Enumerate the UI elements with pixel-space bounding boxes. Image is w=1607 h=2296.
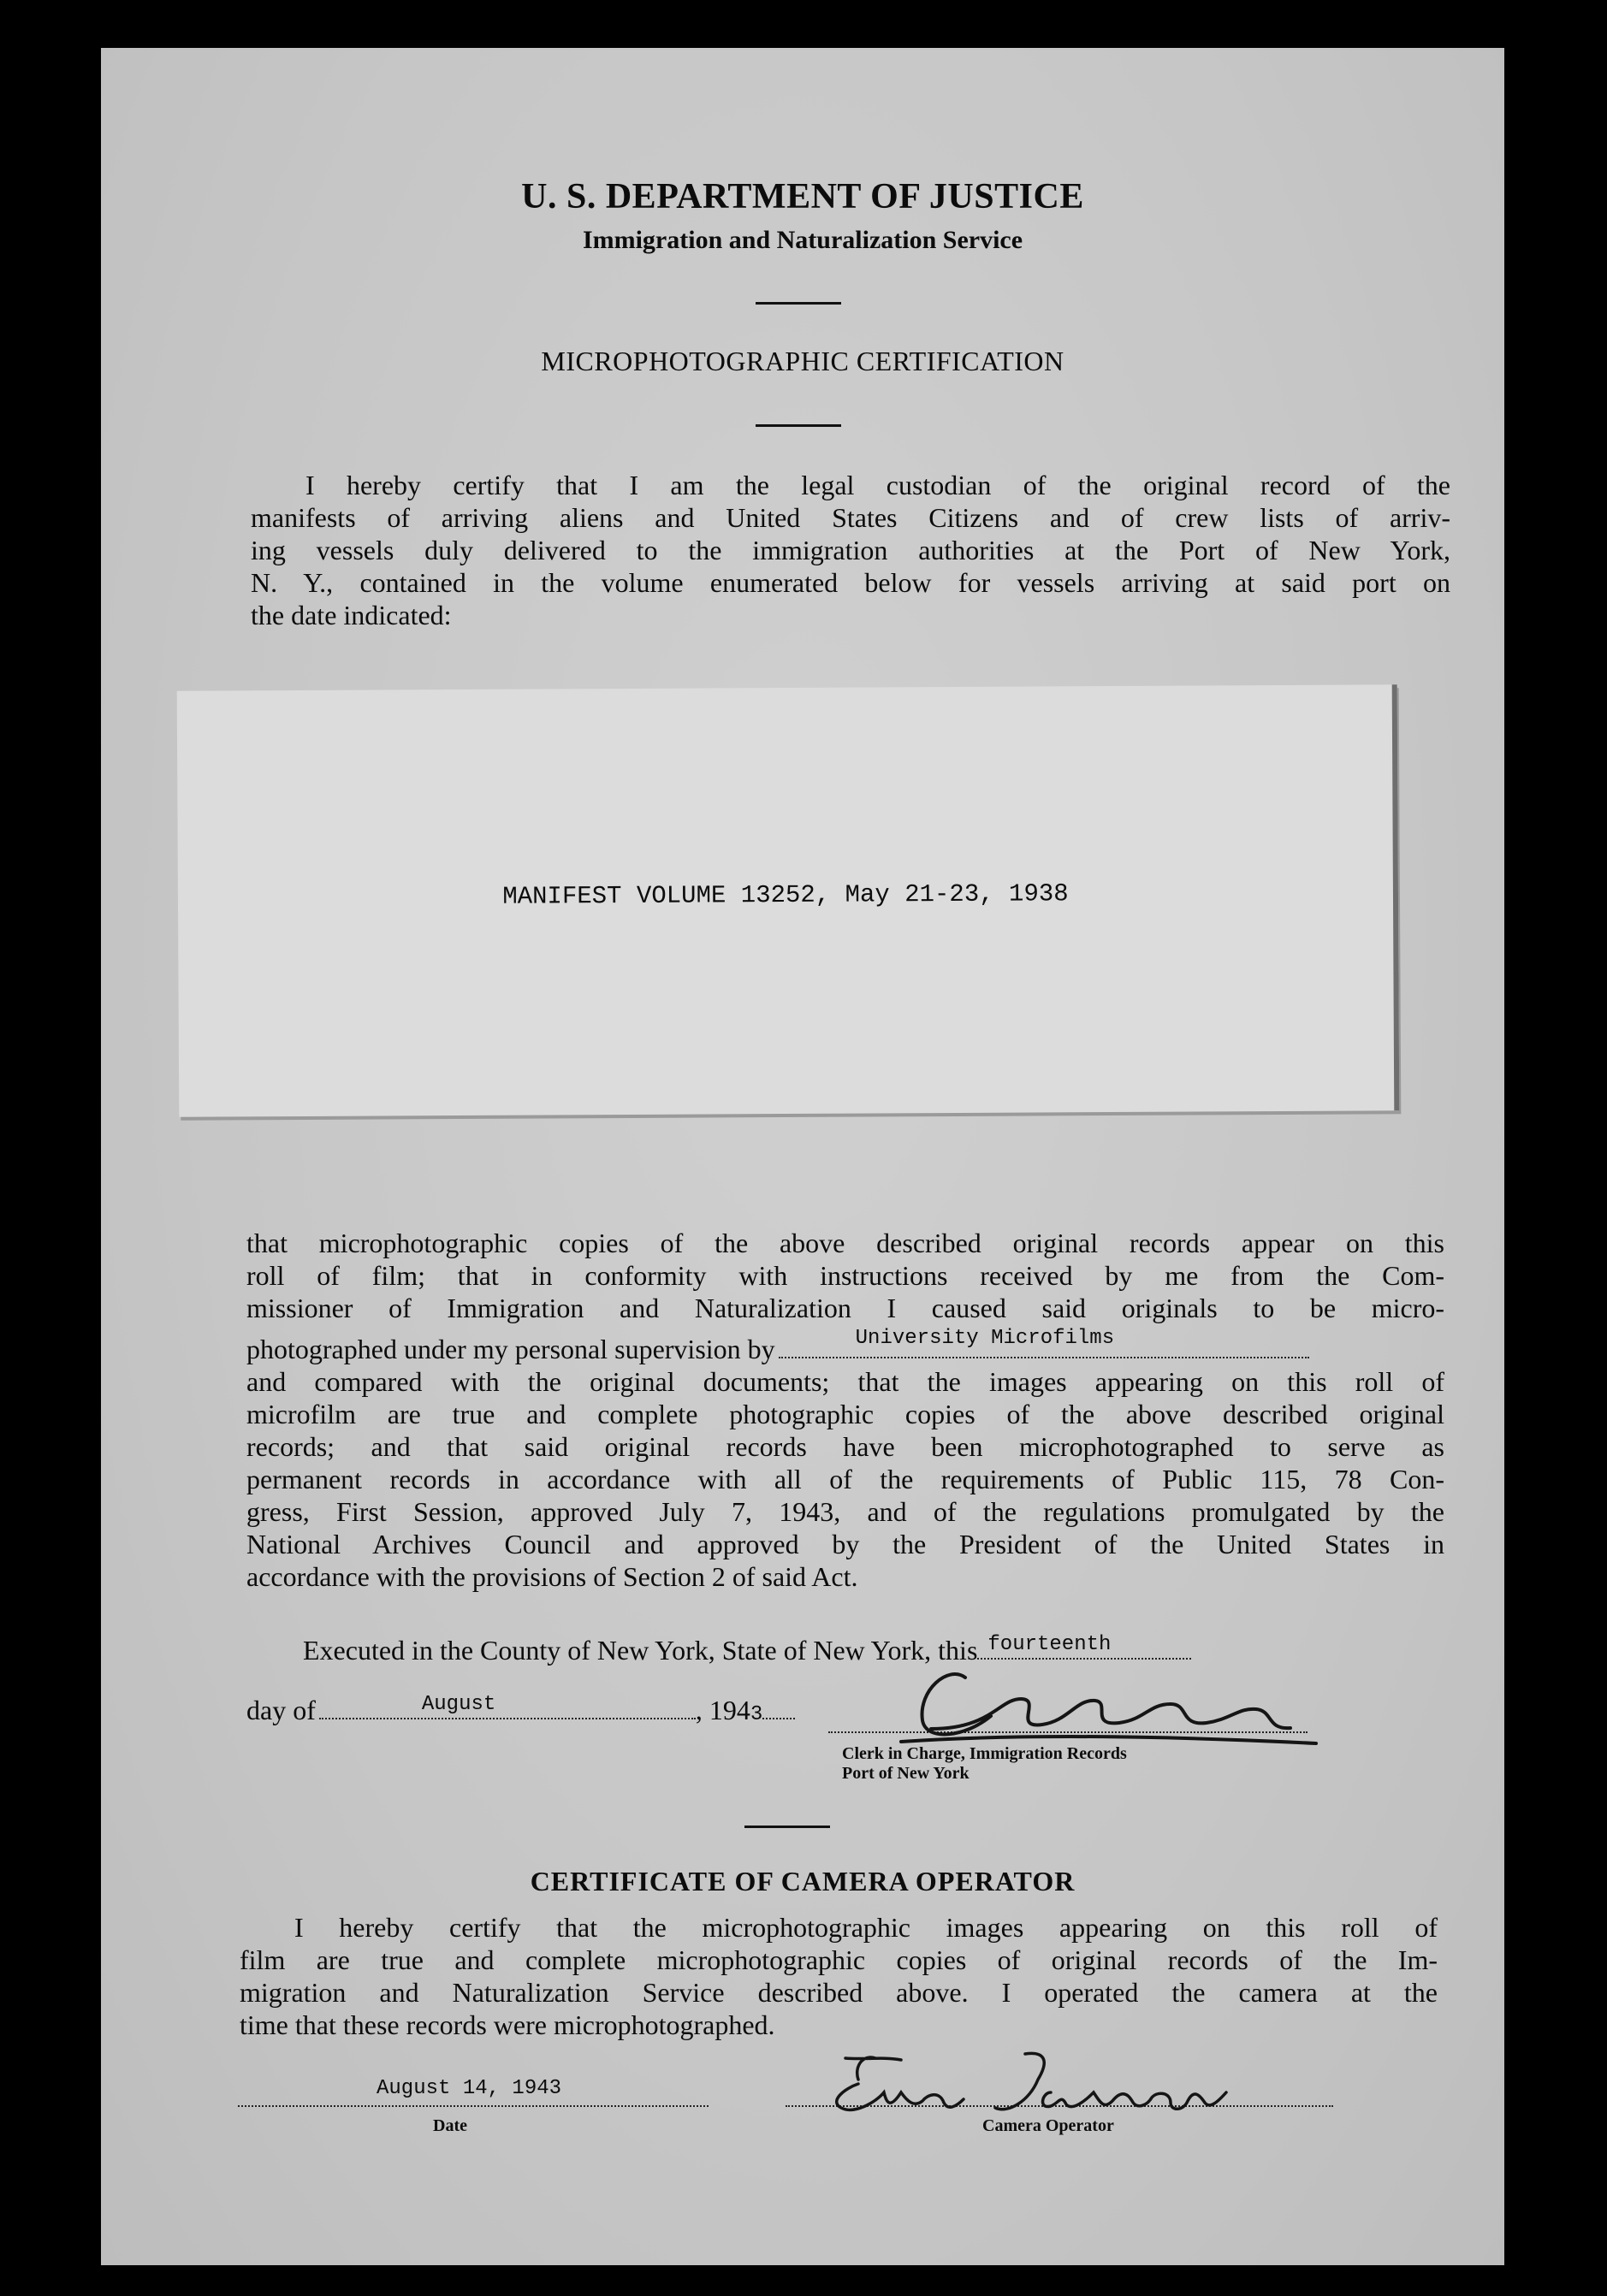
year-prefix: , 194 (695, 1695, 750, 1725)
body-paragraph (246, 1227, 1444, 1593)
camera-line: migration and Naturalization Service described above. I operated the camera at the (240, 1977, 1438, 2008)
supervision-value: University Microfilms (855, 1327, 1115, 1350)
camera-line: film are true and complete microphotographic copies of original records of the Im- (240, 1944, 1438, 1975)
divider-rule (744, 1826, 830, 1828)
supervision-field (779, 1327, 1309, 1358)
certificate-sheet (101, 48, 1504, 2265)
execution-day-value: fourteenth (987, 1633, 1112, 1656)
month-field (319, 1693, 696, 1719)
department-heading: U. S. DEPARTMENT OF JUSTICE (521, 177, 1084, 216)
service-subheading: Immigration and Naturalization Service (582, 226, 1023, 254)
clerk-port: Port of New York (842, 1764, 970, 1783)
intro-line: I hereby certify that I am the legal custodian of the original record of the (305, 470, 1450, 500)
intro-line: ing vessels duly delivered to the immigration authorities at the Port of New York, (251, 535, 1450, 565)
intro-line: the date indicated: (251, 600, 452, 630)
month-value: August (421, 1693, 496, 1716)
camera-paragraph (240, 1911, 1438, 2041)
execution-prefix: Executed in the County of New York, State of New York, this (303, 1635, 978, 1666)
body-line: National Archives Council and approved by the President of the United States in (246, 1529, 1444, 1559)
supervision-line (246, 1327, 1444, 1365)
body-line: gress, First Session, approved July 7, 1943, and of the regulations promulgated by the (246, 1496, 1444, 1527)
body-line: accordance with the provisions of Section 2 of said Act. (246, 1561, 858, 1592)
body-line: missioner of Immigration and Naturalization I caused said originals to be micro- (246, 1293, 1444, 1323)
clerk-title: Clerk in Charge, Immigration Records (842, 1744, 1127, 1763)
body-line: records; and that said original records have been microphotographed to serve as (246, 1431, 1444, 1462)
divider-rule (756, 424, 841, 427)
body-line: microfilm are true and complete photographic copies of the above described original (246, 1399, 1444, 1429)
year-suffix: 3 (750, 1703, 763, 1726)
year-dots (762, 1697, 795, 1719)
camera-certificate-title: CERTIFICATE OF CAMERA OPERATOR (530, 1866, 1076, 1897)
clerk-signature (871, 1648, 1333, 1759)
divider-rule (756, 302, 841, 305)
body-line: and compared with the original documents; that the images appearing on this roll of (246, 1366, 1444, 1397)
camera-date-value: August 14, 1943 (377, 2077, 562, 2100)
day-of-label: day of (246, 1695, 316, 1725)
body-line: roll of film; that in conformity with instructions received by me from the Com- (246, 1260, 1444, 1291)
body-line: that microphotographic copies of the above described original records appear on this (246, 1228, 1444, 1258)
certification-title: MICROPHOTOGRAPHIC CERTIFICATION (541, 346, 1064, 376)
camera-line: I hereby certify that the microphotographic images appearing on this roll of (294, 1912, 1438, 1943)
volume-label-slip (177, 684, 1400, 1116)
camera-operator-label: Camera Operator (982, 2116, 1114, 2135)
intro-paragraph (251, 469, 1450, 631)
date-signature-line (238, 2105, 709, 2107)
volume-label: MANIFEST VOLUME 13252, May 21-23, 1938 (502, 879, 1069, 911)
intro-line: N. Y., contained in the volume enumerated below for vessels arriving at said port on (251, 567, 1450, 598)
supervision-prefix: photographed under my personal supervision by (246, 1334, 775, 1364)
intro-line: manifests of arriving aliens and United States Citizens and of crew lists of arriv- (251, 502, 1450, 533)
camera-line: time that these records were microphotographed. (240, 2009, 775, 2040)
execution-date-line (246, 1695, 795, 1726)
camera-date-label: Date (433, 2116, 467, 2135)
body-line: permanent records in accordance with all of the requirements of Public 115, 78 Con- (246, 1464, 1444, 1494)
